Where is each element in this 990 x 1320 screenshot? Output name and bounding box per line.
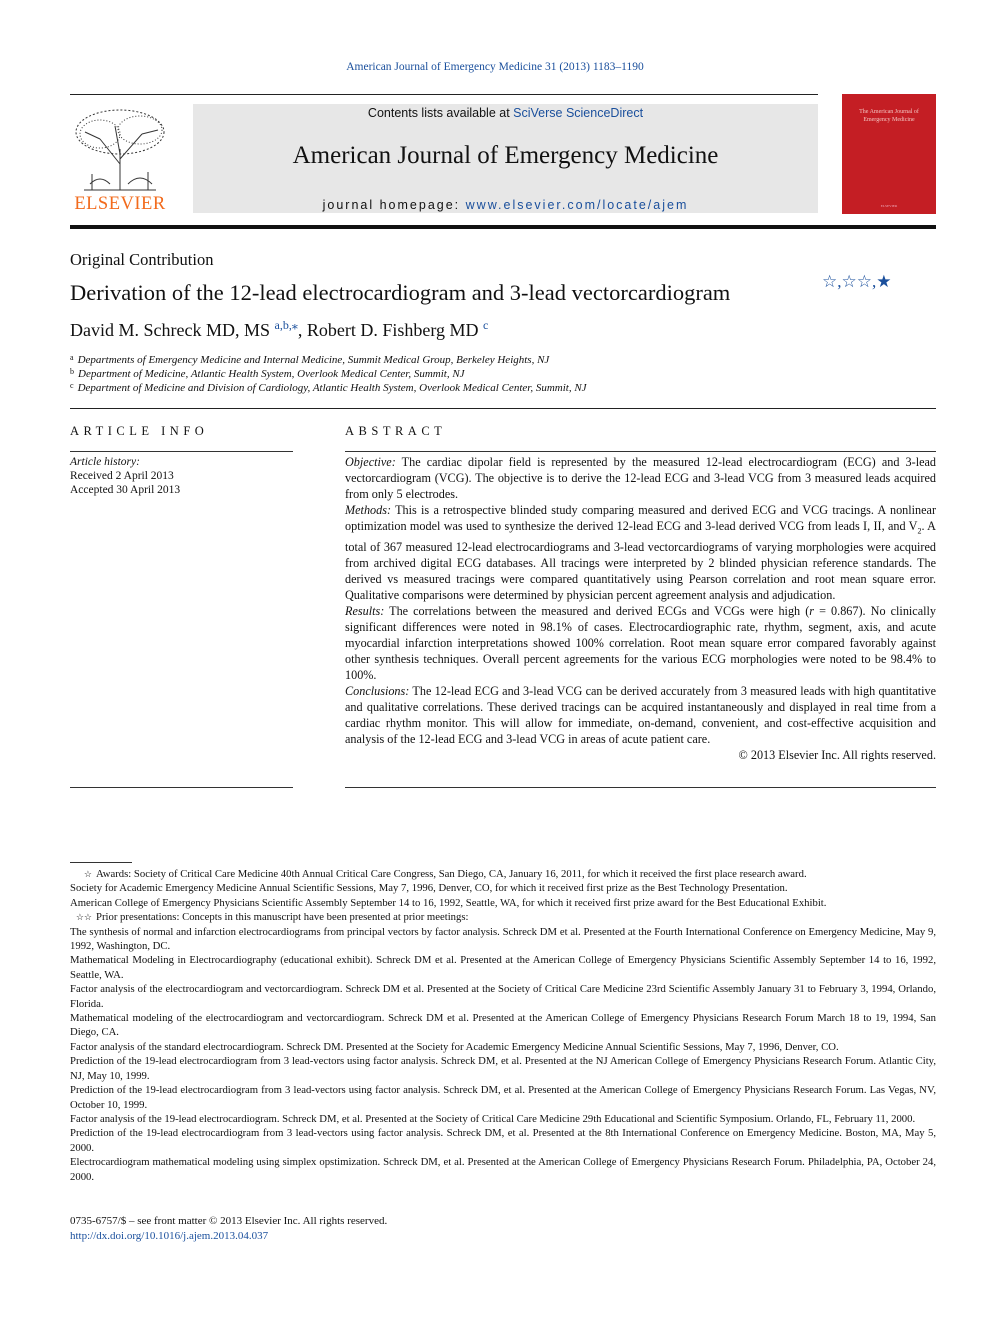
abstract-conclusions (345, 683, 936, 747)
footnote-text: Factor analysis of the electrocardiogram and vectorcardiogram. Schreck DM et al. Presented at the Society of Critical Care Medicine 23rd Scientific Assembly January 31 to February 3, 1994, Orlando, Florida. (70, 983, 936, 1010)
abstract-rule (345, 451, 936, 452)
footnote (70, 896, 936, 910)
affiliation-text: Departments of Emergency Medicine and Internal Medicine, Summit Medical Group, Berkeley Heights, NJ (77, 354, 550, 366)
sciencedirect-link[interactable]: SciVerse ScienceDirect (513, 106, 644, 120)
affiliation-text: Department of Medicine, Atlantic Health System, Overlook Medical Center, Summit, NJ (78, 368, 465, 380)
abstract-heading: ABSTRACT (345, 424, 447, 438)
article-info-rule (70, 451, 293, 452)
footnote (70, 1083, 936, 1112)
conclusions-text: The 12-lead ECG and 3-lead VCG can be derived accurately from 3 measured leads with high quantitative and qualitative correlations. These derived tracings can be acquired instantaneously and displayed in real time from a cardiac rhythm monitor. This will allow for immediate, on-demand, convenient, and cost-effective acquisition and analysis of the 12-lead ECG and 3-lead VCG in areas of acute patient care. (345, 684, 936, 747)
homepage-link[interactable]: www.elsevier.com/locate/ajem (465, 198, 689, 212)
footnote-marker: ☆ (83, 869, 92, 879)
divider (70, 408, 936, 409)
footnote (70, 867, 936, 881)
elsevier-wordmark: ELSEVIER (74, 194, 166, 214)
conclusions-label: Conclusions: (345, 684, 410, 699)
cover-title: The American Journal of Emergency Medicine (859, 109, 919, 123)
affiliation-mark: a (70, 353, 74, 362)
footnote-text: Awards: Society of Critical Care Medicine 40th Annual Critical Care Congress, San Diego, CA, January 16, 2011, for which it received the first place research award. (96, 868, 807, 880)
footnote-text: Prediction of the 19-lead electrocardiogram from 3 lead-vectors using factor analysis. Schreck DM, et al. Presented at the American College of Emergency Physicians Research Forum. Las Vegas, NV, October 10, 1999. (70, 1084, 936, 1111)
methods-subscript: 2 (917, 526, 922, 536)
abstract-objective (345, 454, 936, 502)
footnotes (70, 867, 936, 1184)
author-name: David M. Schreck MD, MS (70, 320, 275, 340)
article-info-heading: ARTICLE INFO (70, 424, 209, 438)
cover-footer: ELSEVIER (880, 204, 898, 208)
objective-text: The cardiac dipolar field is represented by the measured 12-lead electrocardiogram (ECG) and 3-lead vectorcardiogram (VCG). The objective is to derive the 12-lead ECG and 3-lead VCG from 3 measured leads acquired from only 5 electrodes. (345, 455, 936, 501)
affiliation-mark: b (70, 367, 74, 376)
abstract-bottom-rule (345, 787, 936, 788)
footnote-text: Mathematical Modeling in Electrocardiography (educational exhibit). Schreck DM et al. Presented at the American College of Emergency Physicians Scientific Assembly September 14 to 16, 1992, Seattle, WA. (70, 954, 936, 981)
journal-citation[interactable]: American Journal of Emergency Medicine 31 (2013) 1183–1190 (346, 61, 644, 73)
methods-text: This is a retrospective blinded study comparing measured and derived ECG and VCG tracings. A nonlinear optimization model was used to synthesize the derived 12-lead ECG and 3-lead derived VCG from leads I, II, and V (345, 503, 936, 533)
results-label: Results: (345, 604, 385, 619)
footnote (70, 881, 936, 895)
affiliation-text: Department of Medicine and Division of Cardiology, Atlantic Health System, Overlook Medical Center, Summit, NJ (77, 382, 587, 394)
footnote-text: The synthesis of normal and infarction electrocardiograms from principal vectors by factor analysis. Schreck DM et al. Presented at the Fourth International Conference on Emergency Medicine, May 9, 1992, Washington, DC. (70, 925, 936, 953)
received-date: Received 2 April 2013 (70, 470, 174, 482)
journal-homepage (193, 198, 818, 212)
footnote (70, 1054, 936, 1083)
abstract-methods (345, 502, 936, 603)
header-rule (70, 94, 818, 95)
homepage-prefix: journal homepage: (322, 198, 466, 212)
author-name: , Robert D. Fishberg MD (297, 320, 483, 340)
results-r-symbol: r (809, 604, 815, 619)
doi-link[interactable]: http://dx.doi.org/10.1016/j.ajem.2013.04.037 (70, 1230, 269, 1242)
footnote-text: Mathematical modeling of the electrocardiogram and vectorcardiogram. Schreck DM et al. Presented at the American College of Emergency Physicians Research Forum March 18 to 19, 1994, San Diego, CA. (70, 1012, 936, 1039)
footnote-marker: ☆☆ (75, 912, 92, 923)
footnote-text: Prediction of the 19-lead electrocardiogram from 3 lead-vectors using factor analysis. Schreck DM, et al. Presented at the NJ American College of Emergency Physicians Research Forum. Atlantic City, NJ, May 10, 1999. (70, 1055, 936, 1082)
contents-prefix: Contents lists available at (367, 106, 514, 120)
footnote (70, 910, 936, 924)
affiliation (70, 368, 465, 380)
footnote (70, 1112, 936, 1126)
author-affiliation-marks[interactable]: a,b,⁎ (274, 318, 298, 332)
contents-line (193, 106, 818, 120)
footnote-text: Factor analysis of the 19-lead electrocardiogram. Schreck DM, et al. Presented at the Society of Critical Care Medicine 29th Educational and Scientific Symposium. Orlando, FL, February 11, 2000. (70, 1112, 916, 1125)
history-label: Article history: (70, 456, 140, 468)
bottom-info (70, 1214, 387, 1244)
title-footnote-markers[interactable]: ☆,☆☆,★ (822, 272, 892, 291)
abstract-body (345, 454, 936, 763)
footnote (70, 925, 936, 954)
issn-line: 0735-6757/$ – see front matter © 2013 Elsevier Inc. All rights reserved. (70, 1215, 388, 1227)
abstract-copyright: © 2013 Elsevier Inc. All rights reserved. (738, 748, 936, 763)
affiliation (70, 354, 549, 366)
methods-text-cont: . A total of 367 measured 12-lead electrocardiograms and 3-lead vectorcardiograms of varying morphologies were acquired from archived digital ECG databases. All tracings were interpreted by 2 blinded physician reference standards. The derived vs measured tracings were compared quantitatively using Pearson correlation and root mean square error. Qualitative comparisons were determined by physician percent agreement analysis and adjudication. (345, 519, 936, 603)
article-info-bottom-rule (70, 787, 293, 788)
author-affiliation-marks[interactable]: c (483, 318, 489, 332)
affiliation-mark: c (70, 381, 74, 390)
footnote-text: Electrocardiogram mathematical modeling using simplex opstimization. Schreck DM, et al. Presented at the American College of Emergency Physicians Research Forum. Philadelphia, PA, October 24, 2000. (70, 1156, 936, 1183)
footnote-rule (70, 862, 132, 863)
footnote-text: Prior presentations: Concepts in this manuscript have been presented at prior meetings: (96, 911, 469, 924)
author-list (70, 320, 488, 341)
section-type: Original Contribution (70, 250, 214, 269)
results-text: The correlations between the measured and derived ECGs and VCGs were high ( (384, 604, 810, 619)
footnote (70, 1011, 936, 1040)
abstract-results (345, 603, 936, 683)
footnote-text: Factor analysis of the standard electrocardiogram. Schreck DM. Presented at the Society for Academic Emergency Medicine Annual Scientific Sessions, May 7, 1996, Denver, CO. (70, 1040, 839, 1053)
header-thick-rule (70, 225, 936, 229)
results-text-cont: = 0.867). No clinically significant differences were noted in 98.1% of cases. Electrocardiographic rate, rhythm, segment, axis, and acute myocardial infarction interpretations showed 100% correlation. Root mean square error compared favorably against other synthesis techniques. Overall percent agreements for the various ECG morphologies were noted to be 98.4% to 100%. (345, 604, 936, 683)
footnote (70, 953, 936, 982)
objective-label: Objective: (345, 455, 396, 469)
footnote-text: American College of Emergency Physicians Scientific Assembly September 14 to 16, 1992, Seattle, WA, for which it received first prize award for the Best Educational Exhibit. (70, 896, 827, 909)
article-title: Derivation of the 12-lead electrocardiogram and 3-lead vectorcardiogram (70, 280, 731, 305)
journal-name: American Journal of Emergency Medicine (292, 142, 719, 169)
methods-label: Methods: (345, 503, 392, 517)
footnote (70, 1155, 936, 1184)
affiliation (70, 382, 587, 394)
footnote (70, 1040, 936, 1054)
footnote (70, 982, 936, 1011)
accepted-date: Accepted 30 April 2013 (70, 484, 181, 496)
footnote (70, 1126, 936, 1155)
footnote-text: Society for Academic Emergency Medicine Annual Scientific Sessions, May 7, 1996, Denver, CO, for which it received first prize as the Best Technology Presentation. (70, 882, 788, 895)
footnote-text: Prediction of the 19-lead electrocardiogram from 3 lead-vectors using factor analysis. Schreck DM, et al. Presented at the 8th International Conference on Emergency Medicine. Boston, MA, May 5, 2000. (70, 1127, 936, 1154)
